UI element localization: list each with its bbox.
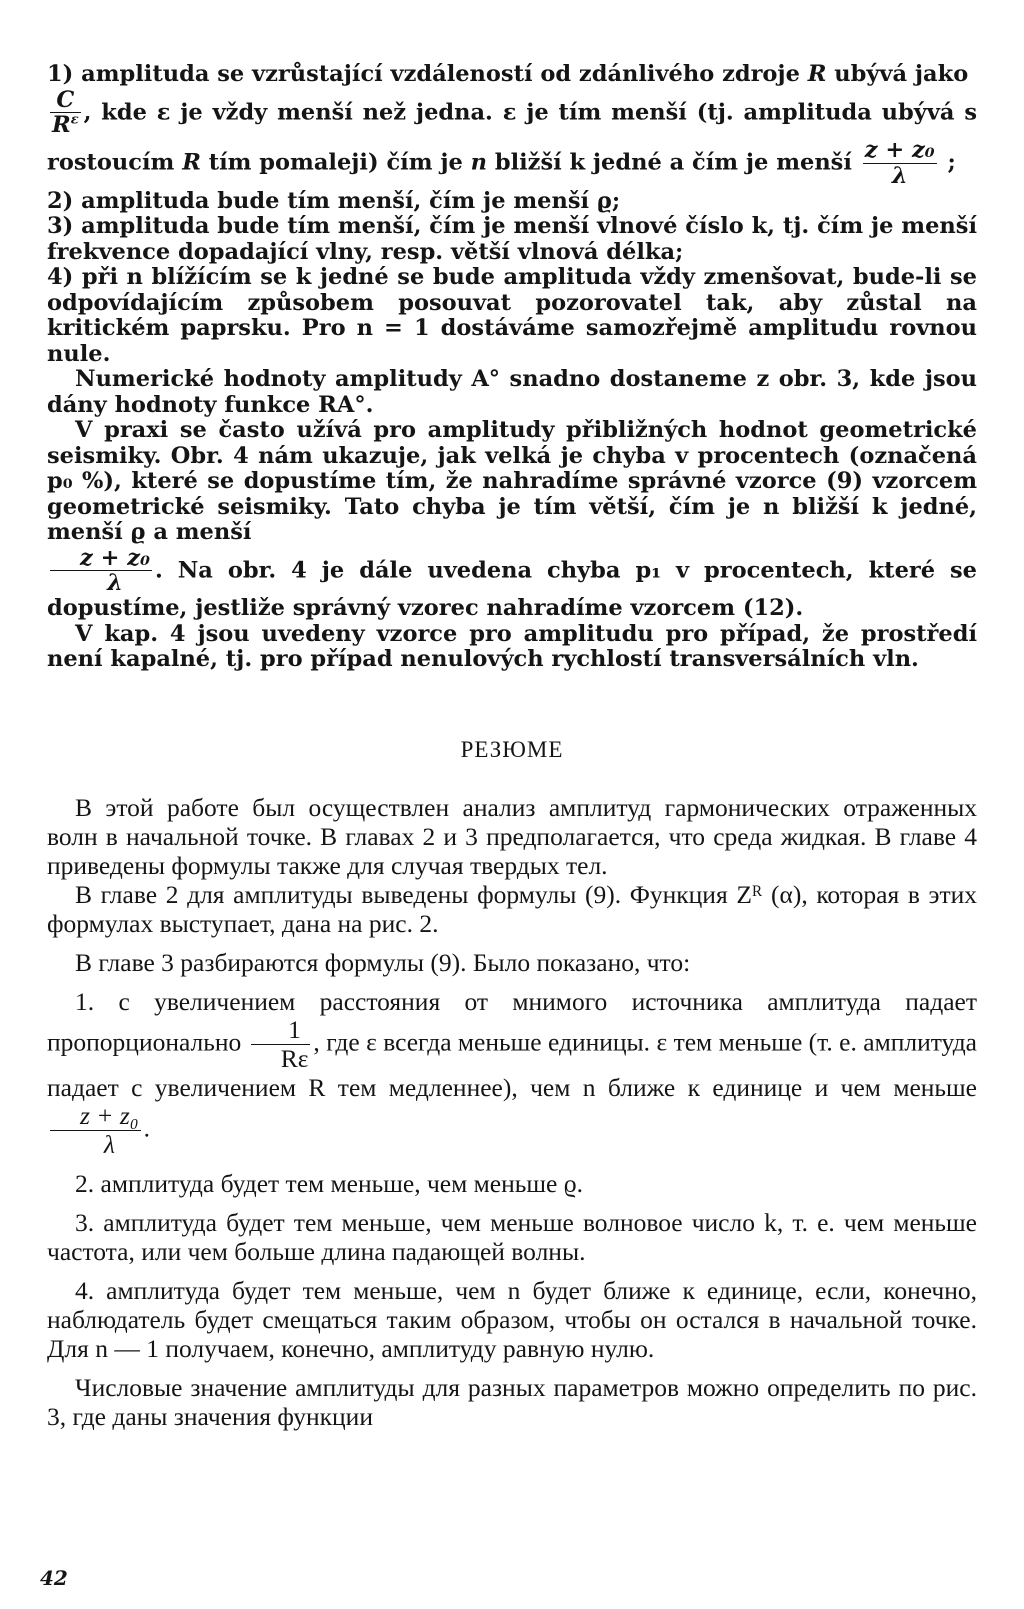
page-body — [47, 62, 977, 1431]
fraction-numerator: z + z₀ — [864, 137, 935, 163]
czech-item-2: 2) amplituda bude tím menší, čím je menší ϱ; — [47, 187, 621, 214]
symbol-R: R — [182, 149, 201, 176]
text: tím pomaleji) čím je — [200, 149, 471, 176]
fraction-denominator: λ — [891, 162, 908, 189]
russian-paragraph-3: В главе 3 разбираются формулы (9). Было показано, что: — [75, 947, 691, 977]
czech-item-1 — [47, 62, 977, 189]
symbol-n: n — [470, 149, 487, 176]
russian-paragraph-2: В главе 2 для амплитуды выведены формулы (9). Функция Zᴿ (α), которая в этих формулах выступает, дана на рис. 2. — [47, 879, 977, 938]
text: V praxi se často užívá pro amplitudy přibližných hodnot geometrické seismiky. Obr. 4 nám ukazuje, jak velká je chyba v procentech (označená p₀ %), které se dopustíme tím, že nahradíme správné vzorce (9) vzorcem geometrické seismiky. Tato chyba je tím větší, čím je n bližší k jedné, menší ϱ a menší — [47, 417, 977, 545]
fraction-numerator: z + z₀ — [50, 1102, 141, 1131]
text: ubývá jako — [826, 61, 969, 87]
fraction-numerator: 1 — [251, 1016, 311, 1045]
russian-item-4: 4. амплитуда будет тем меньше, чем n будет ближе к единице, если, конечно, наблюдатель будет смещаться таким образом, чтобы он остался в начальной точке. Для n — 1 получаем, конечно, амплитуду равную нулю. — [47, 1275, 977, 1363]
czech-paragraph-practice — [47, 418, 977, 622]
fraction-denominator: Rε — [280, 1043, 309, 1073]
section-heading: РЕЗЮМЕ — [460, 736, 564, 762]
text: , где ε всегда меньше единицы. ε тем меньше (т. е. амплитуда падает с увеличением R тем медленнее), чем n ближе к единице и чем меньше — [47, 1026, 977, 1102]
text: bližší k jedné a čím je menší — [487, 149, 852, 176]
text: ; — [939, 149, 956, 176]
fraction-z-over-lambda — [50, 1102, 141, 1159]
text: . Na obr. 4 je dále uvedena chyba p₁ v procentech, které se dopustíme, jestliže správný vzorec nahradíme vzorcem (12). — [47, 556, 977, 621]
page-number: 42 — [40, 1566, 68, 1590]
fraction-numerator: C — [50, 88, 81, 114]
russian-item-2: 2. амплитуда будет тем меньше, чем меньше ϱ. — [75, 1168, 584, 1198]
fraction-one-over-r — [251, 1016, 311, 1073]
fraction-numerator: z + z₀ — [50, 546, 152, 572]
czech-section — [47, 62, 977, 673]
fraction-denominator: λ — [107, 570, 123, 597]
fraction-denominator: R — [52, 112, 71, 139]
czech-item-3: 3) amplituda bude tím menší, čím je menší vlnové číslo k, tj. čím je menší frekvence dopadající vlny, resp. větší vlnová délka; — [47, 213, 977, 265]
text: 1) amplituda se vzrůstající vzdáleností od zdánlivého zdroje — [47, 61, 808, 87]
czech-paragraph-chapter4: V kap. 4 jsou uvedeny vzorce pro amplitudu pro případ, že prostředí není kapalné, tj. pro případ nenulových rychlostí transversálních vln. — [47, 620, 977, 672]
czech-paragraph-numeric: Numerické hodnoty amplitudy A° snadno dostaneme z obr. 3, kde jsou dány hodnoty funkce RA°. — [47, 366, 977, 418]
fraction-denominator: λ — [103, 1129, 115, 1159]
text: 1. с увеличением расстояния от мнимого источника амплитуда падает пропорционально — [47, 986, 977, 1056]
fraction-z-over-lambda — [50, 546, 152, 597]
russian-paragraph-last: Числовые значение амплитуды для разных параметров можно определить по рис. 3, где даны значения функции — [47, 1372, 977, 1431]
russian-paragraph-1: В этой работе был осуществлен анализ амплитуд гармонических отраженных волн в начальной точке. В главах 2 и 3 предполагается, что среда жидкая. В главе 4 приведены формулы также для случая твердых тел. — [47, 792, 977, 880]
russian-item-1 — [47, 987, 977, 1159]
russian-section — [47, 793, 977, 1431]
russian-item-3: 3. амплитуда будет тем меньше, чем меньше волновое число k, т. е. чем меньше частота, или чем больше длина падающей волны. — [47, 1207, 977, 1266]
czech-item-4: 4) při n blížícím se k jedné se bude amplituda vždy zmenšovat, bude-li se odpovídajícím způsobem posouvat pozorovatel tak, aby zůstal na kritickém paprsku. Pro n = 1 dostáváme samozřejmě amplitudu rovnou nule. — [47, 264, 977, 367]
fraction-c-over-r — [50, 88, 81, 139]
exponent: ε — [70, 112, 79, 128]
fraction-z-over-lambda — [863, 138, 937, 189]
symbol-R: R — [807, 61, 827, 87]
text: , kde ε je vždy menší než jedna. ε je tím menší (tj. amplituda ubývá s rostoucím — [47, 98, 977, 176]
text: . — [143, 1113, 151, 1142]
